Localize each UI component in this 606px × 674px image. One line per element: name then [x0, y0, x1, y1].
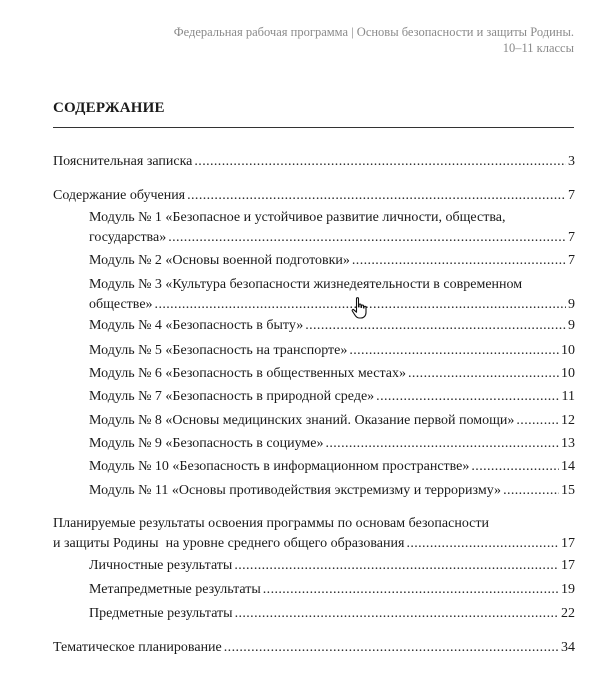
dot-leader — [325, 434, 559, 454]
toc-entry-page: 22 — [561, 606, 575, 621]
toc-entry-page: 9 — [568, 297, 575, 312]
toc-entry-title: Содержание обучения — [53, 188, 186, 203]
dot-leader — [263, 580, 559, 600]
toc-entry-module-3[interactable] — [89, 275, 575, 315]
toc-entry-page: 11 — [561, 389, 575, 404]
toc-entry-title: Пояснительная записка — [53, 154, 193, 169]
toc-entry-page: 10 — [561, 366, 575, 381]
toc-entry-title: Модуль № 8 «Основы медицинских знаний. Оказание первой помощи» — [89, 413, 515, 428]
running-header-line-2: 10–11 классы — [502, 41, 574, 55]
toc-entry-page: 12 — [561, 413, 575, 428]
toc-entry-title: Модуль № 11 «Основы противодействия экстремизму и терроризму» — [89, 483, 502, 498]
toc-entry-page: 17 — [561, 558, 575, 573]
toc-entry-title-line-1: Модуль № 1 «Безопасное и устойчивое развитие личности, общества, — [89, 210, 506, 225]
dot-leader — [352, 251, 566, 271]
toc-entry-title-line-1: Планируемые результаты освоения программы по основам безопасности — [53, 516, 489, 531]
toc-entry-title: Модуль № 4 «Безопасность в быту» — [89, 318, 304, 333]
toc-entry-title-line-1: Модуль № 3 «Культура безопасности жизнедеятельности в современном — [89, 277, 523, 292]
toc-entry-module-5[interactable] — [89, 341, 575, 361]
toc-entry-title: Модуль № 2 «Основы военной подготовки» — [89, 253, 350, 268]
toc-entry-explanatory-note[interactable] — [53, 152, 575, 172]
toc-entry-title: Модуль № 10 «Безопасность в информационном пространстве» — [89, 459, 470, 474]
toc-entry-page: 17 — [561, 536, 575, 551]
toc-entry-page: 9 — [568, 318, 575, 333]
toc-entry-module-1[interactable] — [89, 208, 575, 248]
dot-leader — [471, 457, 559, 477]
toc-entry-title: и защиты Родины на уровне среднего общего образования — [53, 536, 405, 551]
toc-entry-title: Предметные результаты — [89, 606, 233, 621]
toc-entry-page: 10 — [561, 343, 575, 358]
toc-entry-module-9[interactable] — [89, 434, 575, 454]
dot-leader — [235, 604, 559, 624]
toc-entry-subject-results[interactable] — [89, 604, 575, 624]
toc-entry-metasubject-results[interactable] — [89, 580, 575, 600]
toc-entry-module-2[interactable] — [89, 251, 575, 271]
toc-entry-personal-results[interactable] — [89, 556, 575, 576]
dot-leader — [349, 341, 559, 361]
toc-entry-title: обществе» — [89, 297, 153, 312]
dot-leader — [503, 481, 559, 501]
toc-entry-page: 15 — [561, 483, 575, 498]
toc-entry-page: 7 — [568, 253, 575, 268]
toc-entry-module-7[interactable] — [89, 387, 575, 407]
toc-entry-title: Тематическое планирование — [53, 640, 222, 655]
dot-leader — [168, 228, 566, 248]
dot-leader — [408, 364, 559, 384]
toc-entry-learning-content[interactable] — [53, 186, 575, 206]
toc-entry-page: 14 — [561, 459, 575, 474]
toc-entry-page: 13 — [561, 436, 575, 451]
toc-entry-page: 7 — [568, 230, 575, 245]
toc-entry-page: 34 — [561, 640, 575, 655]
toc-entry-title: Модуль № 5 «Безопасность на транспорте» — [89, 343, 348, 358]
dot-leader — [234, 556, 559, 576]
dot-leader — [376, 387, 559, 407]
toc-entry-title: Модуль № 9 «Безопасность в социуме» — [89, 436, 324, 451]
toc-entry-module-11[interactable] — [89, 481, 575, 501]
toc-entry-module-10[interactable] — [89, 457, 575, 477]
heading-divider — [53, 127, 574, 128]
toc-entry-title: государства» — [89, 230, 167, 245]
toc-entry-module-4[interactable] — [89, 316, 575, 336]
dot-leader — [224, 638, 559, 658]
toc-heading: СОДЕРЖАНИЕ — [53, 100, 165, 116]
toc-entry-module-6[interactable] — [89, 364, 575, 384]
toc-entry-planned-results[interactable] — [53, 514, 575, 554]
toc-entry-page: 3 — [568, 154, 575, 169]
toc-entry-thematic-planning[interactable] — [53, 638, 575, 658]
dot-leader — [406, 534, 559, 554]
dot-leader — [516, 411, 559, 431]
toc-entry-title: Модуль № 7 «Безопасность в природной среде» — [89, 389, 375, 404]
running-header-line-1: Федеральная рабочая программа | Основы безопасности и защиты Родины. — [173, 25, 574, 39]
running-header — [154, 24, 574, 56]
hand-pointer-icon — [350, 296, 370, 320]
toc-entry-title: Метапредметные результаты — [89, 582, 261, 597]
toc-entry-title: Модуль № 6 «Безопасность в общественных местах» — [89, 366, 406, 381]
toc-entry-title: Личностные результаты — [89, 558, 233, 573]
dot-leader — [187, 186, 566, 206]
toc-entry-module-8[interactable] — [89, 411, 575, 431]
dot-leader — [305, 316, 566, 336]
toc-entry-page: 19 — [561, 582, 575, 597]
toc-entry-page: 7 — [568, 188, 575, 203]
dot-leader — [194, 152, 566, 172]
